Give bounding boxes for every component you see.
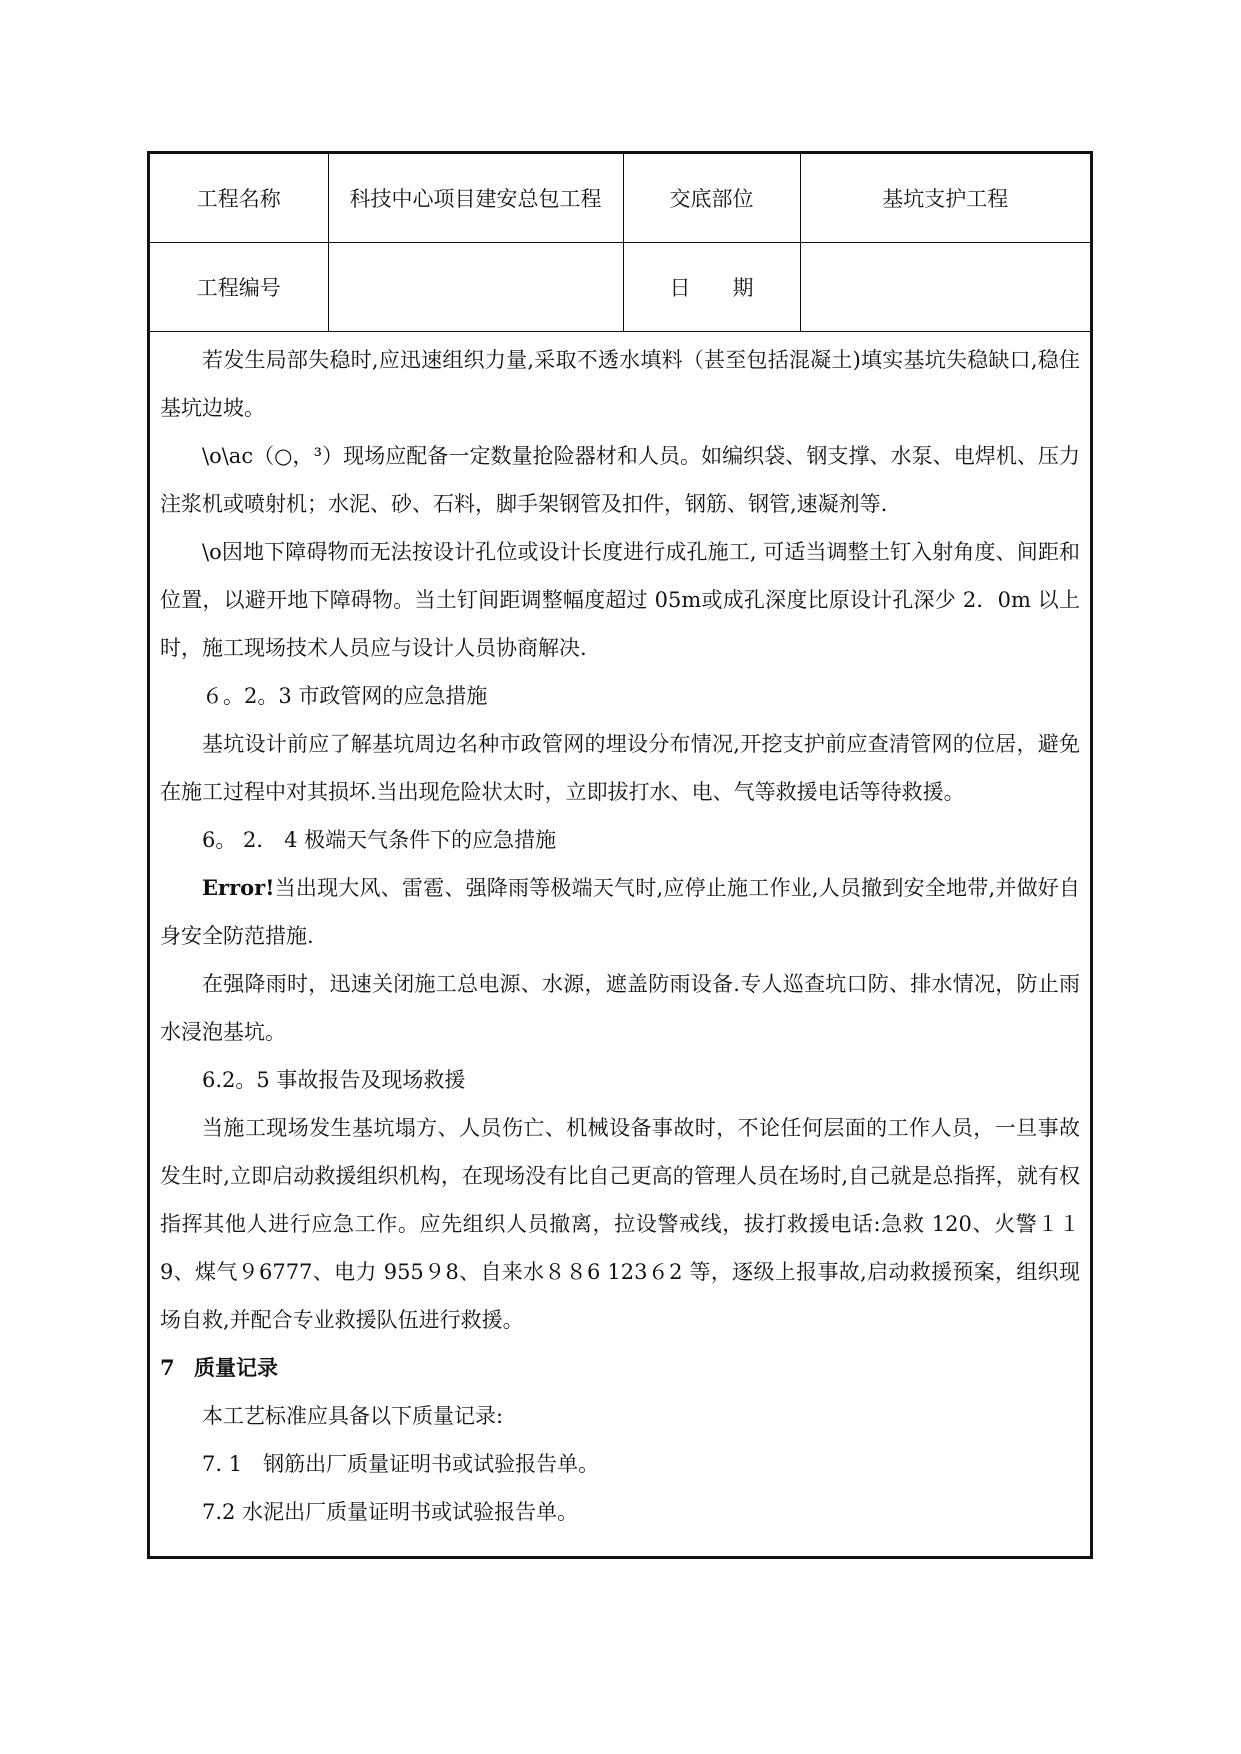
- heading-6-2-5: 6.2。5 事故报告及现场救援: [202, 1068, 466, 1092]
- disclosure-sheet: [147, 151, 1093, 1559]
- date-label: 日 期: [623, 243, 800, 332]
- heading-6-2-4: 6。 2． 4 极端天气条件下的应急措施: [202, 828, 557, 852]
- header-table: [150, 154, 1090, 332]
- project-no-value: [328, 243, 623, 332]
- part-label: 交底部位: [623, 154, 800, 243]
- quality-item-7-2: 7.2 水泥出厂质量证明书或试验报告单。: [202, 1500, 579, 1524]
- paragraph-extreme-weather: [160, 864, 1080, 960]
- paragraph-heavy-rain: 在强降雨时，迅速关闭施工总电源、水源，遮盖防雨设备.专人巡查坑口防、排水情况，防止雨水浸泡基坑。: [160, 972, 1080, 1044]
- project-no-label: 工程编号: [150, 243, 328, 332]
- paragraph-municipal-pipes: 基坑设计前应了解基坑周边名种市政管网的埋设分布情况,开挖支护前应查清管网的位居，避免在施工过程中对其损坏.当出现危险状太时，立即拔打水、电、气等救援电话等待救援。: [160, 732, 1080, 804]
- content-body: [150, 332, 1090, 1536]
- part-value: 基坑支护工程: [800, 154, 1090, 243]
- paragraph-emergency-equipment: \ο\ac（○，³）现场应配备一定数量抢险器材和人员。如编织袋、钢支撑、水泵、电焊机、压力注浆机或喷射机；水泥、砂、石料，脚手架钢管及扣件，钢筋、钢管,速凝剂等.: [160, 444, 1080, 516]
- paragraph-quality-intro: 本工艺标准应具备以下质量记录:: [202, 1404, 504, 1428]
- header-row-1: [150, 154, 1090, 243]
- heading-6-2-3: ６。2。3 市政管网的应急措施: [202, 684, 488, 708]
- section-7-number: 7: [160, 1355, 175, 1380]
- extreme-weather-text: 当出现大风、雷雹、强降雨等极端天气时,应停止施工作业,人员撤到安全地带,并做好自身安全防范措施.: [160, 876, 1080, 948]
- section-7-heading: [160, 1344, 1080, 1392]
- paragraph-instability: 若发生局部失稳时,应迅速组织力量,采取不透水填料（甚至包括混凝土)填实基坑失稳缺口,稳住基坑边坡。: [160, 348, 1080, 420]
- quality-item-7-1: 7. 1 钢筋出厂质量证明书或试验报告单。: [202, 1452, 600, 1476]
- project-name-value: 科技中心项目建安总包工程: [328, 154, 623, 243]
- project-name-label: 工程名称: [150, 154, 328, 243]
- header-row-2: [150, 243, 1090, 332]
- date-value: [800, 243, 1090, 332]
- paragraph-accident-report: 当施工现场发生基坑塌方、人员伤亡、机械设备事故时，不论任何层面的工作人员，一旦事故发生时,立即启动救援组织机构，在现场没有比自己更高的管理人员在场时,自己就是总指挥，就有权指挥其他人进行应急工作。应先组织人员撤离，拉设警戒线，拔打救援电话:急救 120、火警１１9、煤气９6777、电力 955９8、自来水８８6 123６2 等，逐级上报事故,启动救援预案，组织现场自救,并配合专业救援队伍进行救援。: [160, 1116, 1080, 1332]
- error-marker: Error!: [202, 875, 275, 900]
- section-7-title: 质量记录: [194, 1355, 278, 1380]
- paragraph-obstacles: \ο因地下障碍物而无法按设计孔位或设计长度进行成孔施工, 可适当调整土钉入射角度、间距和位置，以避开地下障碍物。当土钉间距调整幅度超过 05m或成孔深度比原设计孔深少 2．0m 以上时，施工现场技术人员应与设计人员协商解决.: [160, 540, 1080, 660]
